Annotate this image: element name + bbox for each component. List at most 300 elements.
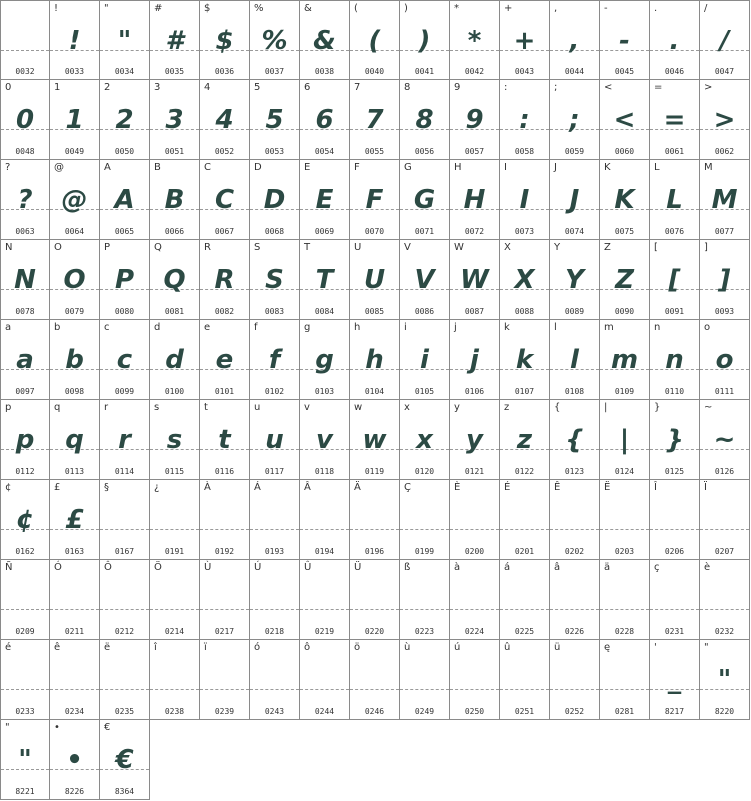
glyph-cell — [350, 320, 400, 400]
glyph-char-label: x — [404, 402, 410, 413]
glyph-sample: ¢ — [15, 505, 35, 535]
glyph-code: 0070 — [364, 227, 385, 236]
glyph-sample: € — [115, 745, 134, 775]
glyph-char-label: [ — [654, 242, 658, 253]
glyph-cell — [450, 80, 500, 160]
glyph-code: 8221 — [15, 787, 35, 796]
glyph-sample: £ — [65, 505, 84, 535]
glyph-code: 0043 — [514, 67, 535, 76]
glyph-char-label: ô — [304, 642, 311, 653]
glyph-code: 0072 — [464, 227, 485, 236]
glyph-sample: w — [362, 425, 387, 455]
glyph-cell — [500, 480, 550, 560]
glyph-cell — [200, 400, 250, 480]
glyph-char-label: " — [104, 3, 109, 14]
glyph-char-label: ç — [654, 562, 660, 573]
glyph-sample: D — [263, 185, 286, 215]
glyph-sample: c — [116, 345, 133, 375]
glyph-sample — [350, 580, 399, 620]
glyph-char-label: Á — [254, 482, 261, 493]
glyph-code: 0087 — [464, 307, 485, 316]
glyph-char-label: Û — [304, 562, 312, 573]
glyph-char-label: Ï — [704, 482, 707, 493]
glyph-sample — [500, 500, 549, 540]
glyph-code: 0114 — [114, 467, 135, 476]
glyph-char-label: è — [704, 562, 711, 573]
glyph-code: 8364 — [114, 787, 135, 796]
glyph-code: 0074 — [564, 227, 585, 236]
glyph-sample: v — [316, 425, 333, 455]
glyph-sample — [600, 660, 649, 700]
glyph-cell — [200, 320, 250, 400]
glyph-cell — [100, 720, 150, 800]
glyph-cell — [400, 320, 450, 400]
glyph-sample — [100, 580, 149, 620]
glyph-cell — [50, 0, 100, 80]
glyph-sample: K — [614, 185, 635, 215]
glyph-char-label: 4 — [204, 82, 211, 93]
glyph-sample: 6 — [315, 105, 334, 135]
glyph-code: 0217 — [214, 627, 235, 636]
glyph-code: 0201 — [514, 547, 535, 556]
glyph-code: 0163 — [64, 547, 85, 556]
glyph-code: 0089 — [564, 307, 585, 316]
glyph-code: 0103 — [314, 387, 335, 396]
glyph-char-label: T — [304, 242, 311, 253]
glyph-cell — [400, 400, 450, 480]
glyph-sample — [600, 500, 649, 540]
glyph-sample: ~ — [713, 425, 736, 455]
glyph-cell — [450, 320, 500, 400]
glyph-char-label: d — [154, 322, 161, 333]
glyph-sample: Q — [163, 265, 186, 295]
glyph-sample: - — [619, 26, 630, 56]
glyph-sample: " — [18, 745, 32, 775]
glyph-char-label: O — [54, 242, 62, 253]
glyph-char-label: o — [704, 322, 711, 333]
glyph-cell — [150, 320, 200, 400]
glyph-char-label: S — [254, 242, 261, 253]
glyph-sample: j — [470, 345, 479, 375]
glyph-char-label: U — [354, 242, 362, 253]
glyph-char-label: ] — [704, 242, 708, 253]
glyph-code: 8217 — [664, 707, 685, 716]
glyph-sample: i — [420, 345, 429, 375]
glyph-sample: p — [15, 425, 35, 455]
glyph-code: 0121 — [464, 467, 485, 476]
glyph-cell — [550, 400, 600, 480]
glyph-sample: r — [118, 425, 131, 455]
glyph-sample: 3 — [165, 105, 184, 135]
glyph-code: 0110 — [664, 387, 685, 396]
glyph-code: 0202 — [564, 547, 585, 556]
glyph-code: 0056 — [414, 147, 435, 156]
glyph-cell — [0, 640, 50, 720]
glyph-char-label: K — [604, 162, 611, 173]
glyph-cell — [250, 160, 300, 240]
glyph-sample: • — [66, 745, 83, 775]
glyph-sample — [500, 580, 549, 620]
glyph-sample: a — [16, 345, 34, 375]
glyph-char-label: l — [554, 322, 557, 333]
glyph-sample: P — [114, 265, 135, 295]
glyph-cell — [100, 560, 150, 640]
glyph-sample: G — [413, 185, 436, 215]
glyph-code: 0116 — [214, 467, 235, 476]
glyph-code: 0057 — [464, 147, 485, 156]
glyph-char-label: ú — [454, 642, 461, 653]
glyph-code: 0250 — [464, 707, 485, 716]
glyph-code: 0067 — [214, 227, 235, 236]
glyph-code: 0203 — [614, 547, 635, 556]
glyph-cell — [700, 480, 750, 560]
glyph-cell — [300, 80, 350, 160]
glyph-cell — [350, 160, 400, 240]
glyph-sample — [1, 580, 49, 620]
glyph-char-label: c — [104, 322, 110, 333]
glyph-cell — [150, 240, 200, 320]
glyph-sample: ( — [368, 26, 381, 56]
glyph-sample — [450, 580, 499, 620]
glyph-cell — [200, 480, 250, 560]
glyph-sample: q — [65, 425, 84, 455]
glyph-code: 0104 — [364, 387, 385, 396]
glyph-code: 0193 — [264, 547, 285, 556]
glyph-code: 0048 — [15, 147, 35, 156]
glyph-char-label: , — [554, 3, 558, 14]
glyph-sample — [400, 500, 449, 540]
glyph-cell — [0, 80, 50, 160]
glyph-code: 0123 — [564, 467, 585, 476]
glyph-char-label: P — [104, 242, 111, 253]
glyph-sample: J — [569, 185, 580, 215]
glyph-code: 0167 — [114, 547, 135, 556]
glyph-char-label: } — [654, 402, 661, 413]
glyph-char-label: L — [654, 162, 660, 173]
glyph-code: 0212 — [114, 627, 135, 636]
glyph-cell — [50, 480, 100, 560]
glyph-code: 0109 — [614, 387, 635, 396]
glyph-sample — [1, 21, 49, 61]
glyph-code: 8220 — [714, 707, 735, 716]
glyph-code: 0105 — [414, 387, 435, 396]
glyph-char-label: j — [454, 322, 457, 333]
glyph-sample: " — [117, 26, 132, 56]
glyph-code: 0281 — [614, 707, 635, 716]
glyph-sample: 2 — [115, 105, 134, 135]
glyph-sample — [300, 500, 349, 540]
glyph-sample: , — [569, 26, 580, 56]
glyph-sample: ? — [17, 185, 33, 215]
glyph-sample — [300, 580, 349, 620]
glyph-sample: * — [467, 26, 482, 56]
glyph-sample — [500, 660, 549, 700]
glyph-cell — [350, 560, 400, 640]
glyph-code: 0113 — [64, 467, 85, 476]
glyph-cell — [500, 0, 550, 80]
glyph-code: 0040 — [364, 67, 385, 76]
glyph-cell — [150, 160, 200, 240]
glyph-code: 0252 — [564, 707, 585, 716]
glyph-char-label: § — [104, 482, 109, 493]
glyph-cell — [50, 720, 100, 800]
glyph-char-label: b — [54, 322, 61, 333]
glyph-cell — [250, 480, 300, 560]
glyph-char-label: F — [354, 162, 360, 173]
glyph-code: 0125 — [664, 467, 685, 476]
glyph-code: 0228 — [614, 627, 635, 636]
glyph-cell — [600, 80, 650, 160]
glyph-cell — [150, 80, 200, 160]
glyph-cell — [450, 160, 500, 240]
glyph-sample — [300, 660, 349, 700]
glyph-char-label: Ê — [554, 482, 561, 493]
glyph-code: 0231 — [664, 627, 685, 636]
glyph-code: 0218 — [264, 627, 285, 636]
glyph-char-label: 5 — [254, 82, 261, 93]
glyph-cell — [600, 240, 650, 320]
glyph-code: 0036 — [214, 67, 235, 76]
glyph-char-label: û — [504, 642, 511, 653]
glyph-code: 0102 — [264, 387, 285, 396]
glyph-cell — [450, 640, 500, 720]
glyph-code: 0214 — [164, 627, 185, 636]
glyph-cell — [250, 640, 300, 720]
glyph-char-label: á — [504, 562, 511, 573]
glyph-sample: N — [14, 265, 36, 295]
glyph-cell — [0, 160, 50, 240]
glyph-sample — [150, 580, 199, 620]
glyph-code: 0084 — [314, 307, 335, 316]
glyph-sample: = — [663, 105, 686, 135]
glyph-cell — [200, 560, 250, 640]
glyph-cell — [400, 80, 450, 160]
glyph-code: 0081 — [164, 307, 185, 316]
glyph-sample: } — [665, 425, 684, 455]
glyph-sample: 9 — [465, 105, 484, 135]
glyph-char-label: G — [404, 162, 412, 173]
glyph-cell — [0, 240, 50, 320]
glyph-char-label: W — [454, 242, 464, 253]
glyph-code: 0058 — [514, 147, 535, 156]
glyph-cell — [450, 560, 500, 640]
glyph-cell — [150, 640, 200, 720]
glyph-cell — [450, 0, 500, 80]
glyph-cell — [0, 400, 50, 480]
glyph-char-label: ó — [254, 642, 261, 653]
glyph-sample: E — [315, 185, 334, 215]
glyph-cell — [600, 400, 650, 480]
glyph-sample — [150, 660, 199, 700]
glyph-code: 0126 — [714, 467, 735, 476]
glyph-sample: V — [414, 265, 435, 295]
glyph-code: 0211 — [64, 627, 85, 636]
glyph-sample — [450, 500, 499, 540]
glyph-cell — [350, 400, 400, 480]
glyph-sample: # — [165, 26, 184, 56]
glyph-cell — [650, 560, 700, 640]
glyph-char-label: A — [104, 162, 111, 173]
glyph-cell — [700, 80, 750, 160]
glyph-sample: m — [610, 345, 639, 375]
glyph-code: 0090 — [614, 307, 635, 316]
glyph-cell — [700, 400, 750, 480]
glyph-sample: O — [63, 265, 86, 295]
glyph-cell — [650, 0, 700, 80]
glyph-sample: B — [164, 185, 185, 215]
glyph-char-label: q — [54, 402, 61, 413]
glyph-sample: Y — [565, 265, 584, 295]
glyph-sample: U — [363, 265, 386, 295]
glyph-code: 0122 — [514, 467, 535, 476]
glyph-code: 0041 — [414, 67, 435, 76]
glyph-sample: h — [365, 345, 384, 375]
glyph-char-label: â — [554, 562, 561, 573]
glyph-code: 0082 — [214, 307, 235, 316]
glyph-sample: t — [218, 425, 231, 455]
glyph-sample — [700, 580, 749, 620]
glyph-char-label: . — [654, 3, 658, 14]
glyph-char-label: { — [554, 402, 561, 413]
glyph-code: 0199 — [414, 547, 435, 556]
glyph-cell — [100, 0, 150, 80]
glyph-char-label: ù — [404, 642, 411, 653]
glyph-char-label: Ù — [204, 562, 212, 573]
glyph-code: 0059 — [564, 147, 585, 156]
glyph-cell — [600, 320, 650, 400]
glyph-cell — [450, 480, 500, 560]
glyph-sample: I — [519, 185, 530, 215]
glyph-char-label: a — [5, 322, 12, 333]
glyph-char-label: y — [454, 402, 460, 413]
glyph-sample: u — [265, 425, 284, 455]
glyph-cell — [50, 320, 100, 400]
glyph-code: 0194 — [314, 547, 335, 556]
glyph-code: 0119 — [364, 467, 385, 476]
glyph-cell — [500, 400, 550, 480]
glyph-code: 0244 — [314, 707, 335, 716]
glyph-cell — [350, 0, 400, 80]
glyph-code: 0111 — [714, 387, 735, 396]
glyph-cell — [400, 0, 450, 80]
glyph-char-label: + — [504, 3, 513, 14]
glyph-char-label: C — [204, 162, 211, 173]
glyph-code: 0073 — [514, 227, 535, 236]
glyph-sample: y — [466, 425, 483, 455]
glyph-code: 0246 — [364, 707, 385, 716]
glyph-sample — [550, 580, 599, 620]
glyph-cell — [550, 640, 600, 720]
glyph-sample — [50, 580, 99, 620]
glyph-sample: n — [665, 345, 684, 375]
glyph-code: 0223 — [414, 627, 435, 636]
glyph-char-label: ? — [5, 162, 11, 173]
glyph-char-label: À — [204, 482, 211, 493]
glyph-char-label: D — [254, 162, 262, 173]
glyph-cell — [600, 480, 650, 560]
glyph-cell — [100, 400, 150, 480]
glyph-sample — [400, 580, 449, 620]
glyph-char-label: 0 — [5, 82, 12, 93]
glyph-char-label: h — [354, 322, 361, 333]
glyph-char-label: m — [604, 322, 614, 333]
glyph-cell — [200, 80, 250, 160]
glyph-cell — [400, 480, 450, 560]
glyph-sample — [600, 580, 649, 620]
glyph-char-label: Z — [604, 242, 611, 253]
glyph-cell — [550, 480, 600, 560]
glyph-cell — [350, 240, 400, 320]
glyph-code: 0091 — [664, 307, 685, 316]
glyph-code: 0055 — [364, 147, 385, 156]
glyph-char-label: M — [704, 162, 713, 173]
glyph-cell — [400, 240, 450, 320]
glyph-char-label: 9 — [454, 82, 461, 93]
glyph-code: 0209 — [15, 627, 35, 636]
glyph-cell — [250, 560, 300, 640]
glyph-code: 0083 — [264, 307, 285, 316]
glyph-cell — [250, 240, 300, 320]
glyph-code: 0108 — [564, 387, 585, 396]
glyph-char-label: r — [104, 402, 109, 413]
glyph-sample: 7 — [365, 105, 384, 135]
glyph-char-label: = — [654, 82, 663, 93]
glyph-char-label: | — [604, 402, 608, 413]
glyph-char-label: ¿ — [154, 482, 160, 493]
glyph-code: 0239 — [214, 707, 235, 716]
glyph-char-label: : — [504, 82, 508, 93]
glyph-code: 0085 — [364, 307, 385, 316]
glyph-cell — [550, 80, 600, 160]
glyph-code: 0076 — [664, 227, 685, 236]
glyph-char-label: É — [504, 482, 511, 493]
glyph-code: 0078 — [15, 307, 35, 316]
glyph-cell — [350, 640, 400, 720]
glyph-sample: T — [315, 265, 334, 295]
glyph-code: 0086 — [414, 307, 435, 316]
glyph-char-label: * — [454, 3, 459, 14]
glyph-cell — [0, 0, 50, 80]
glyph-code: 0054 — [314, 147, 335, 156]
glyph-char-label: ę — [604, 642, 611, 653]
glyph-sample — [650, 500, 699, 540]
glyph-sample — [450, 660, 499, 700]
glyph-cell — [250, 400, 300, 480]
glyph-code: 0232 — [714, 627, 735, 636]
glyph-sample — [350, 660, 399, 700]
glyph-cell — [200, 240, 250, 320]
glyph-cell — [300, 480, 350, 560]
glyph-char-label: Ô — [104, 562, 112, 573]
glyph-char-label: p — [5, 402, 12, 413]
glyph-cell — [350, 80, 400, 160]
glyph-cell — [50, 400, 100, 480]
glyph-cell — [100, 480, 150, 560]
glyph-sample — [100, 500, 149, 540]
glyph-sample — [700, 500, 749, 540]
glyph-char-label: z — [504, 402, 510, 413]
glyph-cell — [500, 80, 550, 160]
glyph-code: 0044 — [564, 67, 585, 76]
glyph-code: 0093 — [714, 307, 735, 316]
glyph-cell — [600, 0, 650, 80]
glyph-code: 0251 — [514, 707, 535, 716]
glyph-char-label: " — [704, 642, 709, 653]
glyph-sample — [200, 580, 249, 620]
glyph-sample: g — [315, 345, 334, 375]
glyph-code: 0069 — [314, 227, 335, 236]
glyph-code: 0107 — [514, 387, 535, 396]
